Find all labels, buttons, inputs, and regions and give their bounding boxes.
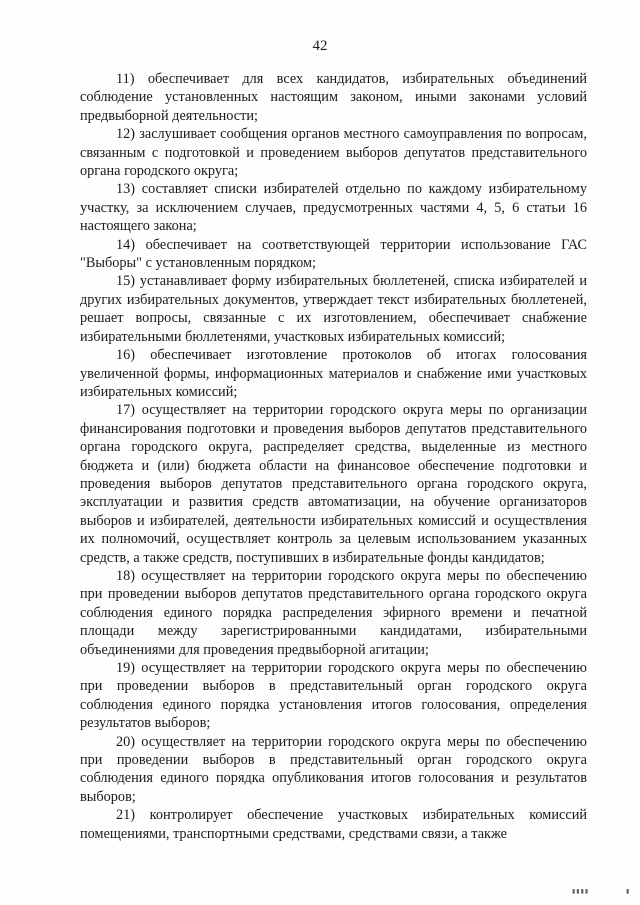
paragraph-item-20: 20) осуществляет на территории городского округа меры по обеспечению при проведении выборов в представительный орган городского округа соблюдения единого порядка опубликования итогов голосования и результатов выборов;	[80, 733, 587, 805]
paragraph-item-15: 15) устанавливает форму избирательных бюллетеней, списка избирателей и других избирательных документов, утверждает текст избирательных бюллетеней, решает вопросы, связанные с их изготовлением, обеспечивает снабжение избирательными бюллетенями, участковых избирательных комиссий;	[80, 273, 587, 345]
paragraph-item-14: 14) обеспечивает на соответствующей территории использование ГАС "Выборы" с установленным порядком;	[80, 236, 587, 272]
paragraph-item-19: 19) осуществляет на территории городского округа меры по обеспечению при проведении выборов в представительный орган городского округа соблюдения единого порядка установления итогов голосования, определения результатов выборов;	[80, 660, 587, 732]
paragraph-item-17: 17) осуществляет на территории городского округа меры по организации финансирования подготовки и проведения выборов депутатов представительного органа городского округа, распределяет средства, выделенные из местного бюджета и (или) бюджета области на финансовое обеспечение подготовки и проведения выборов депутатов представительного органа городского округа, эксплуатации и развития средств автоматизации, на обучение организаторов выборов и избирателей, деятельности избирательных комиссий и осуществления их полномочий, осуществляет контроль за целевым использованием указанных средств, а также средств, поступивших в избирательные фонды кандидатов;	[80, 402, 587, 566]
scan-artifact-mark: ▮▮▮▮	[572, 889, 590, 895]
paragraph-item-16: 16) обеспечивает изготовление протоколов об итогах голосования увеличенной формы, информационных материалов и снабжение ими участковых избирательных комиссий;	[80, 347, 587, 400]
paragraph-item-12: 12) заслушивает сообщения органов местного самоуправления по вопросам, связанным с подготовкой и проведением выборов депутатов представительного органа городского округа;	[80, 126, 587, 180]
paragraph-item-13: 13) составляет списки избирателей отдельно по каждому избирательному участку, за исключением случаев, предусмотренных частями 4, 5, 6 статьи 16 настоящего закона;	[80, 181, 587, 235]
paragraph-item-21: 21) контролирует обеспечение участковых избирательных комиссий помещениями, транспортными средствами, средствами связи, а также	[80, 807, 587, 842]
scan-artifact-mark: ▮	[626, 889, 630, 895]
paragraph-item-18: 18) осуществляет на территории городского округа меры по обеспечению при проведении выборов депутатов представительного органа городского округа соблюдения единого порядка распределения эфирного времени и печатной площади между зарегистрированными кандидатами, избирательными объединениями для проведения предвыборной агитации;	[80, 567, 587, 658]
document-body	[80, 70, 587, 843]
page-number: 42	[312, 38, 328, 54]
paragraph-item-11: 11) обеспечивает для всех кандидатов, избирательных объединений соблюдение установленных настоящим законом, иными законами условий предвыборной деятельности;	[80, 71, 587, 124]
